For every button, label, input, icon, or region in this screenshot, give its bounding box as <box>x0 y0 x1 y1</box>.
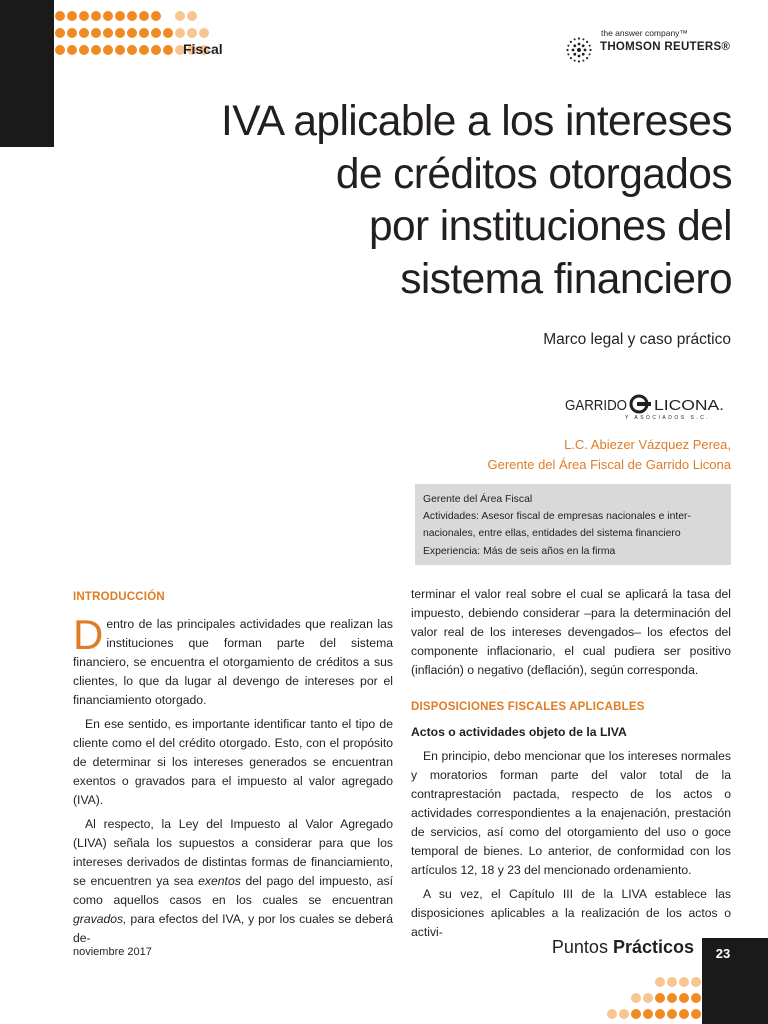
title-line: IVA aplicable a los intereses <box>220 98 732 145</box>
section-label: Fiscal <box>183 41 223 57</box>
body-paragraph <box>73 815 393 948</box>
section-heading-disposiciones: DISPOSICIONES FISCALES APLICABLES <box>411 701 645 713</box>
paragraph-text: Al respecto, la Ley del Impuesto al Valor Agregado (LIVA) señala los supuestos a considerar para que los intereses derivados de distintas formas de financiamiento, se encuentren ya sea <box>73 817 393 888</box>
emphasis-text: exentos <box>198 874 241 888</box>
magazine-name-light: Puntos <box>551 937 613 957</box>
header-black-bar <box>0 0 54 147</box>
body-paragraph: En principio, debo mencionar que los intereses normales y moratorios forman parte del valor total de la contraprestación pactada, respecto de los actos o actividades correspondientes a la enajenación, prestación de servicios, así como del otorgamiento del uso o goce temporal de bienes. Lo anterior, de conformidad con los artículos 12, 18 y 23 del mencionado ordenamiento. <box>411 749 731 877</box>
drop-cap: D <box>73 611 104 658</box>
bio-line: Experiencia: Más de seis años en la firma <box>423 545 616 557</box>
author-role: Gerente del Área Fiscal de Garrido Licona <box>487 457 731 472</box>
emphasis-text: gravados, <box>73 912 127 926</box>
section-heading-introduccion: INTRODUCCIÓN <box>73 591 165 603</box>
paragraph-text: para efectos del IVA, y por los cuales se deberá de- <box>73 912 393 945</box>
garrido-licona-logo <box>565 394 731 422</box>
title-line: por instituciones del <box>368 203 732 250</box>
article-subtitle: Marco legal y caso práctico <box>543 331 731 348</box>
decorative-dot-pattern-bottom <box>540 960 702 1024</box>
body-paragraph: A su vez, el Capítulo III de la LIVA establece las disposiciones aplicables a la realización de los actos o activi- <box>411 887 731 939</box>
brand-name: THOMSON REUTERS® <box>600 41 731 53</box>
left-column <box>73 588 393 948</box>
body-paragraph: En ese sentido, es importante identificar tanto el tipo de cliente como el del crédito otorgado. Esto, con el propósito de determinar si los intereses generados se encuentran exentos o gravados para el impuesto al valor agregado (IVA). <box>73 717 393 807</box>
subsection-heading: Actos o actividades objeto de la LIVA <box>411 725 627 739</box>
author-bio-box <box>415 484 731 565</box>
svg-text:Y ASOCIADOS S.C.: Y ASOCIADOS S.C. <box>625 415 711 421</box>
author-block <box>487 435 731 475</box>
magazine-name-bold: Prácticos <box>612 937 694 957</box>
bio-line: Actividades: Asesor fiscal de empresas nacionales e inter- <box>423 511 691 523</box>
brand-tagline: the answer company™ <box>601 28 688 38</box>
author-name: L.C. Abiezer Vázquez Perea, <box>564 437 731 452</box>
page-number: 23 <box>715 946 731 961</box>
bio-line: nacionales, entre ellas, entidades del sistema financiero <box>423 528 681 540</box>
svg-text:GARRIDO: GARRIDO <box>565 397 627 414</box>
right-column <box>411 585 731 942</box>
paragraph-text: entro de las principales actividades que realizan las instituciones que forman parte del sistema financiero, se encuentra el otorgamiento de créditos a sus clientes, lo que da lugar al devengo de intereses por el financiamiento otorgado. <box>73 617 393 707</box>
paragraph-text: del pago del impuesto, así como aquellos casos en los cuales se encuentran <box>73 874 393 907</box>
svg-text:LICONA.: LICONA. <box>654 397 724 414</box>
body-paragraph <box>73 611 393 710</box>
bio-line: Gerente del Área Fiscal <box>423 494 533 505</box>
magazine-name <box>552 937 694 958</box>
thomson-reuters-logo-icon <box>565 36 593 64</box>
article-title <box>132 96 732 306</box>
body-paragraph: terminar el valor real sobre el cual se aplicará la tasa del impuesto, debiendo considerar –para la determinación del valor real de los intereses devengados– los efectos del componente inflacionario, el cual pudiera ser positivo (inflación) o negativo (deflación), según corresponda. <box>411 587 731 677</box>
title-line: de créditos otorgados <box>335 150 732 198</box>
title-line: sistema financiero <box>400 255 732 303</box>
issue-date: noviembre 2017 <box>73 946 152 958</box>
